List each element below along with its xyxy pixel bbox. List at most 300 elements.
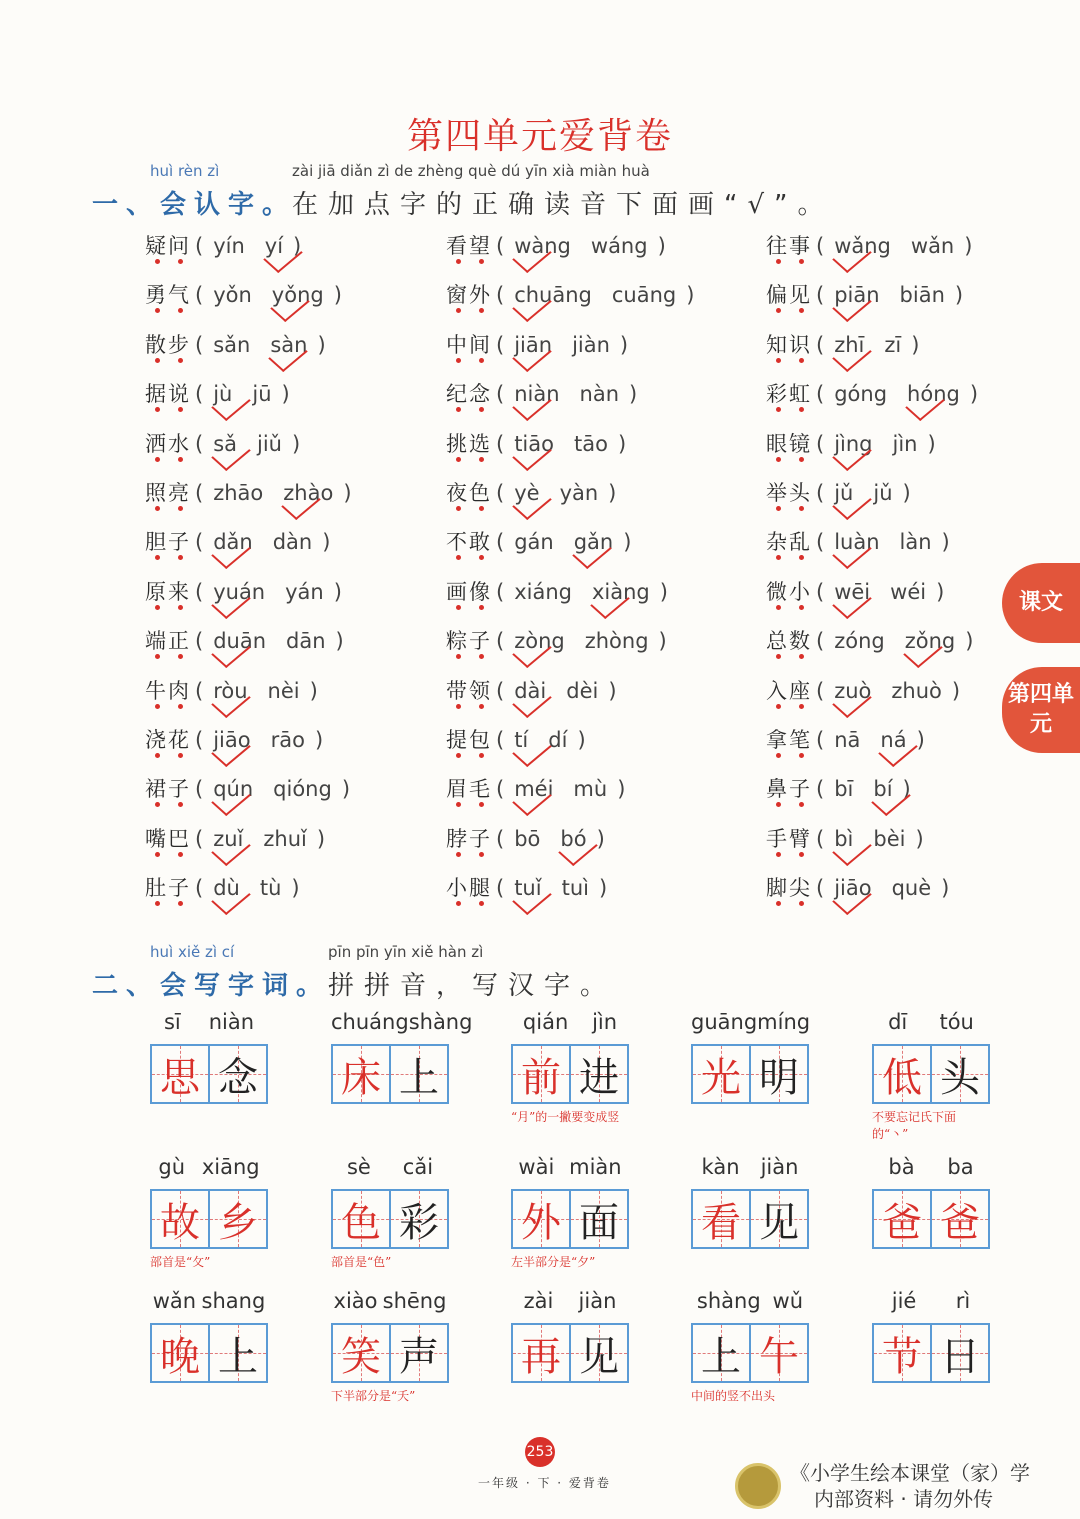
pinyin-option[interactable]: zī bbox=[884, 332, 902, 357]
pinyin-option-checked[interactable]: jù bbox=[213, 382, 233, 407]
pinyin-option-checked[interactable]: bó bbox=[560, 826, 587, 851]
pinyin-options: ( sǎn sàn ) bbox=[195, 332, 326, 357]
character-grid[interactable] bbox=[872, 1323, 990, 1383]
pinyin-options: ( dǎn dàn ) bbox=[195, 530, 331, 555]
pinyin-option[interactable]: yǒn bbox=[213, 283, 252, 308]
pinyin-option[interactable]: zhuò bbox=[891, 678, 942, 703]
reading-word: 勇气 bbox=[145, 283, 191, 308]
pinyin-option-checked[interactable]: tuǐ bbox=[514, 876, 542, 901]
reading-item bbox=[446, 675, 746, 715]
reading-item bbox=[446, 625, 746, 665]
writing-tip: 部首是“色” bbox=[331, 1255, 392, 1269]
pinyin-option-checked[interactable]: zuǐ bbox=[213, 826, 244, 851]
pinyin-option[interactable]: tuì bbox=[561, 876, 589, 901]
pinyin-option-checked[interactable]: xiàng bbox=[591, 579, 650, 604]
pinyin-option-checked[interactable]: dài bbox=[514, 678, 547, 703]
section-2-header bbox=[92, 943, 792, 1015]
character-box[interactable]: 故 bbox=[152, 1191, 208, 1247]
pinyin-option-checked[interactable]: bì bbox=[834, 826, 854, 851]
pinyin-options: ( dài dèi ) bbox=[496, 678, 617, 703]
pinyin-option[interactable]: nā bbox=[834, 728, 861, 752]
reading-word: 不敢 bbox=[446, 530, 492, 555]
section-1-heading: 一、会认字。 bbox=[92, 190, 297, 220]
pinyin-options: ( qún qióng ) bbox=[195, 777, 351, 802]
pinyin-option-checked[interactable]: dù bbox=[213, 876, 240, 901]
pinyin-option-checked[interactable]: jiāo bbox=[213, 728, 251, 752]
reading-item bbox=[145, 378, 445, 418]
word-pinyin: jié rì bbox=[891, 1289, 971, 1313]
character-grid[interactable] bbox=[150, 1189, 268, 1249]
pinyin-options: ( tí dí ) bbox=[496, 728, 586, 752]
character-box[interactable]: 声 bbox=[389, 1325, 447, 1381]
pinyin-option-checked[interactable]: jǔ bbox=[834, 481, 854, 505]
pinyin-option-checked[interactable]: wēi bbox=[834, 579, 871, 604]
pinyin-option-checked[interactable]: niàn bbox=[514, 382, 560, 407]
word-cell bbox=[691, 1289, 809, 1404]
word-pinyin: wǎn shang bbox=[152, 1289, 266, 1313]
reading-word: 小腿 bbox=[446, 876, 492, 901]
reading-item bbox=[766, 378, 1066, 418]
writing-tip: 左半部分是“夕” bbox=[511, 1255, 596, 1269]
reading-word: 牛肉 bbox=[145, 678, 191, 703]
word-pinyin: chuáng shàng bbox=[331, 1010, 473, 1034]
reading-word: 举头 bbox=[766, 481, 812, 505]
pinyin-option-checked[interactable]: zòng bbox=[514, 629, 565, 654]
reading-word: 纪念 bbox=[446, 382, 492, 407]
pinyin-option[interactable]: gán bbox=[514, 530, 554, 555]
character-box[interactable]: 笑 bbox=[333, 1325, 389, 1381]
pinyin-option-checked[interactable]: qún bbox=[213, 777, 254, 802]
pinyin-option[interactable]: biān bbox=[899, 283, 945, 308]
pinyin-options: ( ròu nèi ) bbox=[195, 678, 318, 703]
reading-item bbox=[145, 675, 445, 715]
word-cell bbox=[691, 1155, 809, 1249]
reading-item bbox=[145, 773, 445, 813]
word-pinyin: sè cǎi bbox=[346, 1155, 434, 1179]
pinyin-option-checked[interactable]: yí bbox=[264, 234, 284, 258]
watermark-line-2: 内部资料 · 请勿外传 bbox=[814, 1487, 994, 1511]
pinyin-option[interactable]: sǎn bbox=[213, 332, 251, 357]
tab-unit-four[interactable]: 第四单元 bbox=[1002, 667, 1080, 753]
word-pinyin: guāng míng bbox=[691, 1010, 811, 1034]
character-grid[interactable] bbox=[872, 1044, 990, 1104]
pinyin-option[interactable]: wáng bbox=[590, 234, 648, 258]
section-2-instruction: 拼拼音，写汉字。 bbox=[328, 971, 617, 1001]
reading-item bbox=[446, 329, 746, 369]
character-box[interactable]: 光 bbox=[693, 1046, 749, 1102]
character-box[interactable]: 思 bbox=[152, 1046, 208, 1102]
word-pinyin: xiào shēng bbox=[333, 1289, 447, 1313]
character-grid[interactable] bbox=[331, 1189, 449, 1249]
word-pinyin: sī niàn bbox=[163, 1010, 255, 1034]
pinyin-option[interactable]: yín bbox=[213, 234, 245, 258]
character-grid[interactable] bbox=[691, 1189, 809, 1249]
pinyin-options: ( jǔ jǔ ) bbox=[816, 481, 911, 505]
pinyin-options: ( luàn làn ) bbox=[816, 530, 950, 555]
reading-item bbox=[145, 477, 445, 517]
character-grid[interactable] bbox=[691, 1044, 809, 1104]
reading-word: 肚子 bbox=[145, 876, 191, 901]
pinyin-option-checked[interactable]: zhī bbox=[834, 332, 865, 357]
pinyin-options: ( piān biān ) bbox=[816, 283, 964, 308]
pinyin-option-checked[interactable]: sàn bbox=[270, 332, 308, 357]
reading-word: 散步 bbox=[145, 332, 191, 357]
pinyin-option[interactable]: jū bbox=[252, 382, 272, 407]
reading-word: 杂乱 bbox=[766, 530, 812, 555]
instruction-1-pinyin: zài jiā diǎn zì de zhèng què dú yīn xià miàn huà bbox=[292, 162, 650, 180]
pinyin-options: ( niàn nàn ) bbox=[496, 382, 638, 407]
reading-word: 据说 bbox=[145, 382, 191, 407]
reading-item bbox=[446, 230, 746, 270]
page-footer: 一年级 · 下 · 爱背卷 bbox=[478, 1476, 611, 1490]
pinyin-options: ( wēi wéi ) bbox=[816, 579, 945, 604]
reading-word: 端正 bbox=[145, 629, 191, 654]
writing-tip: “月”的一撇要变成竖 bbox=[511, 1110, 620, 1124]
character-box[interactable]: 低 bbox=[874, 1046, 930, 1102]
pinyin-option[interactable]: jǔ bbox=[873, 481, 893, 505]
character-box[interactable]: 明 bbox=[749, 1046, 807, 1102]
pinyin-option[interactable]: zhuǐ bbox=[263, 826, 307, 851]
pinyin-option[interactable]: jìn bbox=[892, 431, 918, 456]
section-1-instruction: 在加点字的正确读音下面画“√”。 bbox=[292, 190, 834, 220]
word-pinyin: dī tóu bbox=[888, 1010, 974, 1034]
pinyin-options: ( gán gǎn ) bbox=[496, 530, 632, 555]
section-1-pinyin: huì rèn zì bbox=[150, 162, 220, 180]
pinyin-option[interactable]: què bbox=[891, 876, 932, 901]
writing-tip: 中间的竖不出头 bbox=[691, 1389, 776, 1403]
pinyin-option[interactable]: dí bbox=[548, 728, 568, 752]
character-box[interactable]: 进 bbox=[569, 1046, 627, 1102]
reading-item bbox=[145, 872, 445, 912]
reading-word: 原来 bbox=[145, 579, 191, 604]
reading-word: 粽子 bbox=[446, 629, 492, 654]
character-box[interactable]: 见 bbox=[569, 1325, 627, 1381]
pinyin-options: ( yuán yán ) bbox=[195, 579, 342, 604]
pinyin-option[interactable]: qióng bbox=[273, 777, 332, 802]
pinyin-option[interactable]: wéi bbox=[890, 579, 927, 604]
character-grid[interactable] bbox=[511, 1044, 629, 1104]
pinyin-options: ( bō bó ) bbox=[496, 826, 605, 851]
pinyin-option[interactable]: góng bbox=[834, 382, 888, 407]
reading-item bbox=[446, 279, 746, 319]
reading-word: 夜色 bbox=[446, 481, 492, 505]
pinyin-option-checked[interactable]: sǎ bbox=[213, 431, 238, 456]
reading-word: 脖子 bbox=[446, 826, 492, 851]
pinyin-option[interactable]: mù bbox=[573, 777, 608, 802]
pinyin-option-checked[interactable]: dǎn bbox=[213, 530, 253, 555]
reading-item bbox=[145, 724, 445, 764]
reading-word: 总数 bbox=[766, 629, 812, 654]
reading-item bbox=[766, 526, 1066, 566]
character-box[interactable]: 前 bbox=[513, 1046, 569, 1102]
pinyin-option-checked[interactable]: ná bbox=[880, 728, 907, 752]
writing-tip: 下半部分是“夭” bbox=[331, 1389, 416, 1403]
pinyin-option[interactable]: zóng bbox=[834, 629, 885, 654]
pinyin-option-checked[interactable]: hóng bbox=[907, 382, 960, 407]
character-box[interactable]: 上 bbox=[208, 1325, 266, 1381]
pinyin-option[interactable]: tù bbox=[259, 876, 282, 901]
reading-item bbox=[446, 378, 746, 418]
pinyin-option[interactable]: cuāng bbox=[611, 283, 677, 308]
reading-word: 看望 bbox=[446, 234, 492, 258]
page-number: 253 bbox=[525, 1437, 555, 1467]
pinyin-options: ( yǒn yǒng ) bbox=[195, 283, 342, 308]
pinyin-option[interactable]: yán bbox=[285, 579, 324, 604]
word-cell bbox=[150, 1010, 268, 1104]
reading-item bbox=[145, 576, 445, 616]
pinyin-options: ( tuǐ tuì ) bbox=[496, 876, 608, 901]
reading-item bbox=[446, 773, 746, 813]
word-cell bbox=[150, 1289, 268, 1383]
reading-item bbox=[446, 823, 746, 863]
pinyin-option-checked[interactable]: piān bbox=[834, 283, 880, 308]
character-box[interactable]: 上 bbox=[389, 1046, 447, 1102]
reading-word: 彩虹 bbox=[766, 382, 812, 407]
reading-item bbox=[145, 625, 445, 665]
pinyin-option[interactable]: wǎn bbox=[910, 234, 955, 258]
reading-word: 嘴巴 bbox=[145, 826, 191, 851]
pinyin-options: ( zuò zhuò ) bbox=[816, 678, 961, 703]
pinyin-option-checked[interactable]: yǒng bbox=[271, 283, 324, 308]
character-box[interactable]: 日 bbox=[930, 1325, 988, 1381]
pinyin-option[interactable]: jiàn bbox=[572, 332, 610, 357]
reading-word: 胆子 bbox=[145, 530, 191, 555]
pinyin-option-checked[interactable]: tiāo bbox=[514, 431, 554, 456]
pinyin-option-checked[interactable]: wǎng bbox=[834, 234, 891, 258]
word-pinyin: bà ba bbox=[888, 1155, 974, 1179]
pinyin-option-checked[interactable]: yuán bbox=[213, 579, 266, 604]
pinyin-option-checked[interactable]: chuāng bbox=[514, 283, 592, 308]
pinyin-option-checked[interactable]: yè bbox=[514, 481, 540, 505]
pinyin-option[interactable]: nàn bbox=[579, 382, 620, 407]
reading-word: 入座 bbox=[766, 678, 812, 703]
word-cell bbox=[872, 1155, 990, 1249]
character-box[interactable]: 床 bbox=[333, 1046, 389, 1102]
pinyin-option-checked[interactable]: bí bbox=[873, 777, 893, 802]
pinyin-option-checked[interactable]: jiān bbox=[514, 332, 553, 357]
word-pinyin: wài miàn bbox=[518, 1155, 622, 1179]
character-box[interactable]: 上 bbox=[693, 1325, 749, 1381]
writing-tip: 部首是“攵” bbox=[150, 1255, 211, 1269]
reading-item bbox=[446, 724, 746, 764]
pinyin-options: ( xiáng xiàng ) bbox=[496, 579, 668, 604]
pinyin-options: ( zhī zī ) bbox=[816, 332, 920, 357]
reading-item bbox=[446, 526, 746, 566]
character-box[interactable]: 见 bbox=[749, 1191, 807, 1247]
pinyin-options: ( tiāo tāo ) bbox=[496, 431, 627, 456]
reading-word: 裙子 bbox=[145, 777, 191, 802]
pinyin-options: ( méi mù ) bbox=[496, 777, 626, 802]
reading-item bbox=[766, 477, 1066, 517]
reading-item bbox=[766, 428, 1066, 468]
reading-word: 微小 bbox=[766, 579, 812, 604]
instruction-2-pinyin: pīn pīn yīn xiě hàn zì bbox=[328, 943, 484, 961]
pinyin-option[interactable]: zhòng bbox=[584, 629, 649, 654]
word-cell bbox=[511, 1289, 629, 1383]
character-grid[interactable] bbox=[511, 1189, 629, 1249]
pinyin-option[interactable]: jiǔ bbox=[257, 431, 282, 456]
reading-word: 拿笔 bbox=[766, 728, 812, 752]
word-pinyin: gù xiāng bbox=[158, 1155, 260, 1179]
reading-word: 脚尖 bbox=[766, 876, 812, 901]
character-box[interactable]: 节 bbox=[874, 1325, 930, 1381]
word-cell bbox=[331, 1155, 449, 1270]
reading-item bbox=[766, 823, 1066, 863]
reading-word: 提包 bbox=[446, 728, 492, 752]
pinyin-option[interactable]: yàn bbox=[559, 481, 599, 505]
pinyin-options: ( jiān jiàn ) bbox=[496, 332, 629, 357]
reading-word: 画像 bbox=[446, 579, 492, 604]
word-pinyin: kàn jiàn bbox=[701, 1155, 799, 1179]
pinyin-option-checked[interactable]: jìng bbox=[834, 431, 873, 456]
reading-item bbox=[145, 329, 445, 369]
character-grid[interactable] bbox=[150, 1044, 268, 1104]
pinyin-option-checked[interactable]: méi bbox=[514, 777, 554, 802]
tab-lesson[interactable]: 课文 bbox=[1002, 563, 1080, 643]
pinyin-option-checked[interactable]: luàn bbox=[834, 530, 880, 555]
word-pinyin: qián jìn bbox=[522, 1010, 618, 1034]
pinyin-options: ( sǎ jiǔ ) bbox=[195, 431, 301, 456]
reading-word: 眉毛 bbox=[446, 777, 492, 802]
writing-tip: 不要忘记氏下面的“丶” bbox=[872, 1110, 957, 1141]
reading-item bbox=[766, 230, 1066, 270]
pinyin-option[interactable]: bèi bbox=[873, 826, 906, 851]
character-box[interactable]: 外 bbox=[513, 1191, 569, 1247]
pinyin-options: ( jiāo rāo ) bbox=[195, 728, 324, 752]
character-box[interactable]: 色 bbox=[333, 1191, 389, 1247]
pinyin-options: ( jiāo què ) bbox=[816, 876, 950, 901]
pinyin-options: ( dù tù ) bbox=[195, 876, 300, 901]
pinyin-options: ( chuāng cuāng ) bbox=[496, 283, 695, 308]
pinyin-options: ( bī bí ) bbox=[816, 777, 911, 802]
reading-item bbox=[145, 279, 445, 319]
word-cell bbox=[691, 1010, 809, 1104]
pinyin-option[interactable]: bō bbox=[514, 826, 541, 851]
character-box[interactable]: 头 bbox=[930, 1046, 988, 1102]
pinyin-options: ( yín yí ) bbox=[195, 234, 302, 258]
reading-word: 浇花 bbox=[145, 728, 191, 752]
character-box[interactable]: 乡 bbox=[208, 1191, 266, 1247]
pinyin-option[interactable]: dàn bbox=[272, 530, 313, 555]
pinyin-option-checked[interactable]: duān bbox=[213, 629, 267, 654]
section-2-pinyin: huì xiě zì cí bbox=[150, 943, 235, 961]
pinyin-option[interactable]: nèi bbox=[267, 678, 300, 703]
character-box[interactable]: 面 bbox=[569, 1191, 627, 1247]
reading-word: 中间 bbox=[446, 332, 492, 357]
pinyin-options: ( bì bèi ) bbox=[816, 826, 924, 851]
word-pinyin: shàng wǔ bbox=[696, 1289, 804, 1313]
word-pinyin: zài jiàn bbox=[523, 1289, 617, 1313]
pinyin-option[interactable]: làn bbox=[899, 530, 932, 555]
reading-word: 挑选 bbox=[446, 431, 492, 456]
character-box[interactable]: 彩 bbox=[389, 1191, 447, 1247]
pinyin-option[interactable]: dān bbox=[286, 629, 326, 654]
character-box[interactable]: 念 bbox=[208, 1046, 266, 1102]
pinyin-option[interactable]: rāo bbox=[270, 728, 305, 752]
character-grid[interactable] bbox=[150, 1323, 268, 1383]
reading-word: 疑问 bbox=[145, 234, 191, 258]
watermark bbox=[790, 1460, 1030, 1512]
reading-item bbox=[145, 230, 445, 270]
pinyin-option-checked[interactable]: wàng bbox=[514, 234, 571, 258]
reading-item bbox=[766, 279, 1066, 319]
pinyin-options: ( jù jū ) bbox=[195, 382, 290, 407]
pinyin-options: ( jìng jìn ) bbox=[816, 431, 936, 456]
pinyin-option-checked[interactable]: zǒng bbox=[904, 629, 956, 654]
character-box[interactable]: 爸 bbox=[874, 1191, 930, 1247]
pinyin-options: ( zòng zhòng ) bbox=[496, 629, 667, 654]
pinyin-option-checked[interactable]: tí bbox=[514, 728, 529, 752]
section-2-heading: 二、会写字词。 bbox=[92, 971, 331, 1001]
reading-item bbox=[766, 773, 1066, 813]
character-grid[interactable] bbox=[331, 1323, 449, 1383]
pinyin-options: ( wǎng wǎn ) bbox=[816, 234, 973, 258]
pinyin-options: ( góng hóng ) bbox=[816, 382, 979, 407]
page-title: 第四单元爱背卷 bbox=[406, 116, 673, 157]
reading-word: 手臂 bbox=[766, 826, 812, 851]
character-grid[interactable] bbox=[511, 1323, 629, 1383]
reading-word: 眼镜 bbox=[766, 431, 812, 456]
pinyin-options: ( wàng wáng ) bbox=[496, 234, 666, 258]
pinyin-option[interactable]: tāo bbox=[574, 431, 608, 456]
character-box[interactable]: 爸 bbox=[930, 1191, 988, 1247]
character-box[interactable]: 晚 bbox=[152, 1325, 208, 1381]
pinyin-options: ( yè yàn ) bbox=[496, 481, 617, 505]
pinyin-option[interactable]: xiáng bbox=[514, 579, 572, 604]
character-box[interactable]: 再 bbox=[513, 1325, 569, 1381]
reading-item bbox=[145, 526, 445, 566]
reading-item bbox=[446, 872, 746, 912]
watermark-logo-icon bbox=[735, 1463, 781, 1509]
word-cell bbox=[150, 1155, 268, 1270]
reading-word: 洒水 bbox=[145, 431, 191, 456]
reading-word: 偏见 bbox=[766, 283, 812, 308]
pinyin-option[interactable]: bī bbox=[834, 777, 854, 802]
character-box[interactable]: 看 bbox=[693, 1191, 749, 1247]
pinyin-option-checked[interactable]: gǎn bbox=[573, 530, 614, 555]
pinyin-option-checked[interactable]: zuò bbox=[834, 678, 872, 703]
pinyin-options: ( zhāo zhào ) bbox=[195, 481, 352, 505]
reading-item bbox=[145, 428, 445, 468]
character-grid[interactable] bbox=[872, 1189, 990, 1249]
pinyin-option-checked[interactable]: zhào bbox=[283, 481, 334, 505]
pinyin-option-checked[interactable]: jiāo bbox=[834, 876, 872, 901]
reading-item bbox=[446, 576, 746, 616]
word-cell bbox=[331, 1289, 449, 1404]
pinyin-option[interactable]: zhāo bbox=[213, 481, 264, 505]
pinyin-option[interactable]: dèi bbox=[566, 678, 599, 703]
character-box[interactable]: 午 bbox=[749, 1325, 807, 1381]
word-cell bbox=[331, 1010, 473, 1104]
word-cell bbox=[511, 1155, 629, 1270]
reading-item bbox=[145, 823, 445, 863]
reading-word: 带领 bbox=[446, 678, 492, 703]
pinyin-options: ( zuǐ zhuǐ ) bbox=[195, 826, 326, 851]
reading-item bbox=[766, 329, 1066, 369]
pinyin-options: ( duān dān ) bbox=[195, 629, 344, 654]
reading-item bbox=[766, 872, 1066, 912]
character-grid[interactable] bbox=[331, 1044, 449, 1104]
pinyin-options: ( nā ná ) bbox=[816, 728, 925, 752]
pinyin-options: ( zóng zǒng ) bbox=[816, 629, 974, 654]
reading-word: 照亮 bbox=[145, 481, 191, 505]
word-cell bbox=[872, 1010, 990, 1142]
section-1-header bbox=[92, 162, 992, 234]
reading-word: 鼻子 bbox=[766, 777, 812, 802]
pinyin-option-checked[interactable]: ròu bbox=[213, 678, 248, 703]
word-cell bbox=[511, 1010, 629, 1125]
character-grid[interactable] bbox=[691, 1323, 809, 1383]
